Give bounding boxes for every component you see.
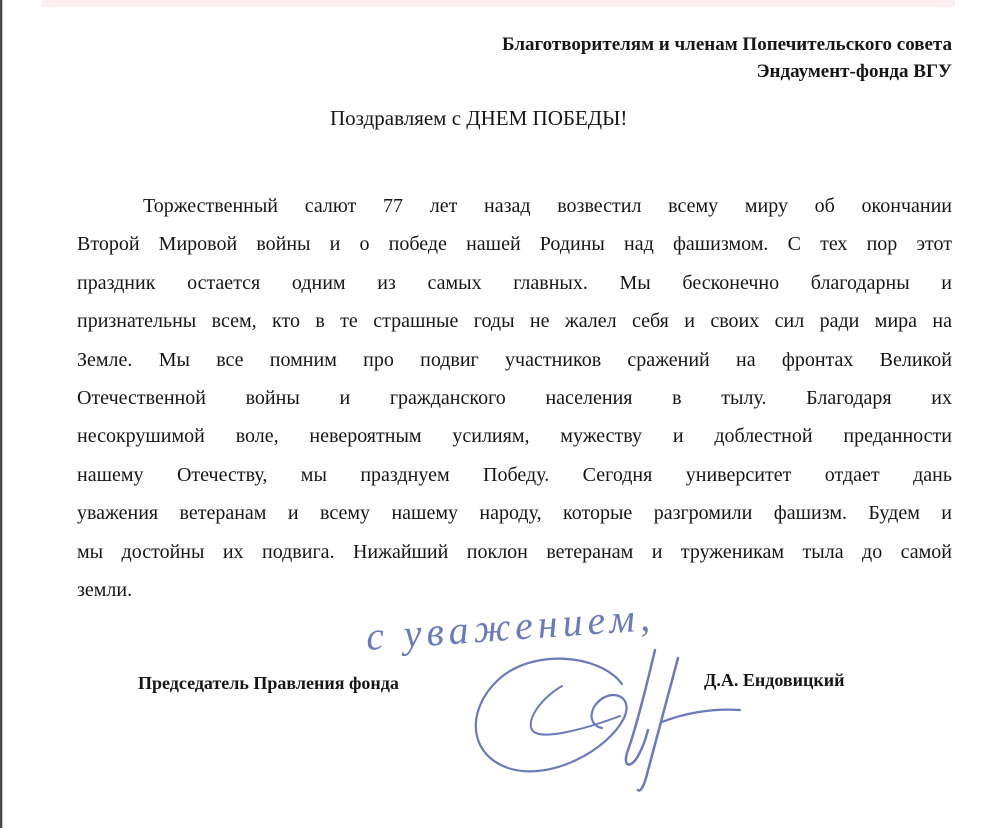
recipient-block	[77, 31, 952, 85]
body-line: Отечественной войны и гражданского населения в тылу. Благодаря их	[77, 387, 952, 410]
body-line: нашему Отечеству, мы празднуем Победу. Сегодня университет отдает дань	[77, 463, 952, 486]
body-line: Торжественный салют 77 лет назад возвестил всему миру об окончании	[143, 195, 952, 217]
letter-page	[77, 0, 952, 609]
letter-body	[77, 187, 952, 609]
body-line: праздник остается одним из самых главных. Мы бесконечно благодарны и	[77, 271, 952, 294]
body-line: признательны всем, кто в те страшные годы не жалел себя и своих сил ради мира на	[77, 310, 952, 333]
body-line: несокрушимой воле, невероятным усилиям, мужеству и доблестной преданности	[77, 425, 952, 448]
body-line: уважения ветеранам и всему нашему народу, которые разгромили фашизм. Будем и	[77, 502, 952, 525]
letter-title: Поздравляем с ДНЕМ ПОБЕДЫ!	[330, 106, 628, 130]
body-line: мы достойны их подвига. Нижайший поклон ветеранам и труженикам тыла до самой	[77, 540, 952, 563]
signer-position-label: Председатель Правления фонда	[138, 673, 399, 693]
recipient-line-2: Эндаумент-фонда ВГУ	[756, 61, 952, 82]
signer-name: Д.А. Ендовицкий	[704, 670, 845, 690]
window-left-edge	[0, 0, 3, 828]
body-line: земли.	[77, 579, 133, 602]
recipient-line-1: Благотворителям и членам Попечительского совета	[502, 34, 952, 55]
signature-autograph	[450, 628, 760, 798]
body-line: Земле. Мы все помним про подвиг участников сражений на фронтах Великой	[77, 348, 952, 371]
body-line: Второй Мировой войны и о победе нашей Родины над фашизмом. С тех пор этот	[77, 233, 952, 256]
handwritten-greeting: с уважением,	[364, 593, 657, 659]
